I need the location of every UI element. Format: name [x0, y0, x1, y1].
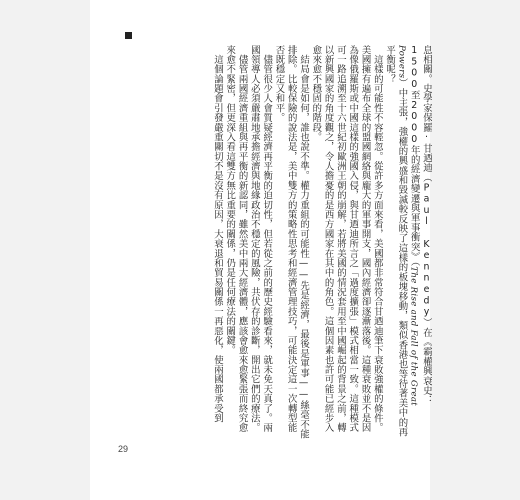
- book-title-latin: The Rise and Fall of the Great Powers: [396, 45, 419, 407]
- page-marker-square: [125, 32, 132, 39]
- paragraph: [248, 45, 273, 441]
- paragraph: [211, 45, 223, 441]
- text-segment: 這樣的可能性不容輕忽。從許多方面來看，美國都非常符合甘迺迪筆下衰敗強權的條件。美國擁有遍布全球的盟國網絡與龐大的軍事開支，國內經濟卻逐漸落後。這種衰敗並不是因為像俄羅斯或中國這樣的強國入侵，與甘迺迪所言之「過度擴張」模式相當一致。這種模式可一路追溯至十六世紀初歐洲王朝的崩解，若將美國的情況套用至中國崛起的背景之前，轉以新興國家的角度觀之，令人擔憂的是西方國家在其中的角色。這個因素也許可能已經步入愈來愈不穩固的階段。: [310, 45, 383, 433]
- paragraph: [272, 45, 309, 441]
- page-number: 29: [118, 444, 129, 454]
- text-segment: 儘管兩國經濟重組與再平衡的新認同，雖然美中兩大經濟體，應該會愈來愈緊張而終究愈來愈不緊密，但更深入看這雙方無比重要的關係，仍是任何療法的關鍵。: [224, 45, 248, 433]
- text-segment: 這個論題會引發嚴重關切不是沒有原因，大衰退和貿易關係一再惡化，使兩國都承受到: [211, 45, 223, 423]
- paragraph: [223, 45, 248, 441]
- text-segment: 息相關。史學家保羅·甘迺迪（Paul Kennedy）在《霸權興衰史：1500至2000年的經濟變遷與軍事衝突》（: [408, 45, 432, 406]
- vertical-text-body: [130, 45, 432, 441]
- text-segment: ）中主張，強權的興盛和毀滅較反映了這樣的板塊移動，類似香港也等待著美中的再平衡呢？: [384, 45, 408, 437]
- text-segment: 儘管很少人會質疑經濟再平衡的迫切性，但若從之前的歷史經驗看來，就未免天真了。兩國領導人必須嚴肅地承擔經濟與地緣政治不穩定的風險，共伏存的診斷，開出它們的療法。: [248, 45, 273, 433]
- paragraph: [383, 45, 432, 441]
- paragraph: [309, 45, 383, 441]
- text-segment: 結局會是如何，誰也說不準。權力重組的可能性——先是經濟，最後是軍事——絲毫不能排除。比較保險的說法是，美中雙方的策略性思考和經濟管理技巧，可能決定這一次轉型能否既穩定又和平。: [273, 45, 310, 440]
